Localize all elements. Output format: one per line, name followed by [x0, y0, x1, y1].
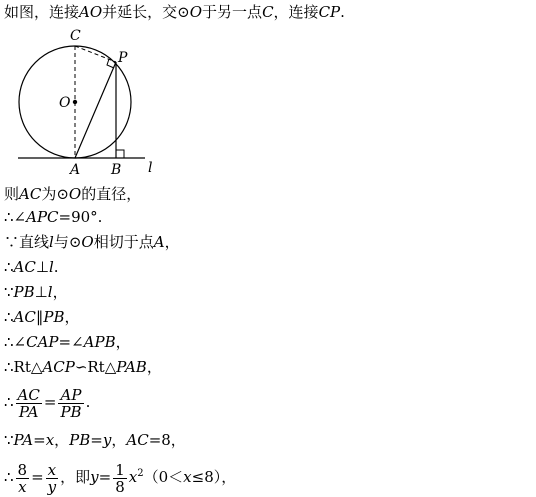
s10-h: y	[102, 431, 112, 449]
right-angle-b	[116, 150, 124, 158]
intro-line	[4, 2, 345, 22]
s9-num2: AP	[58, 387, 83, 404]
s2-a: ∴∠	[4, 208, 27, 226]
step-3	[4, 232, 180, 252]
segment-cp	[75, 46, 116, 62]
s8-b: ACP	[42, 358, 75, 376]
s1-c: 为⊙	[41, 185, 69, 203]
intro-seg-cp: CP	[318, 3, 341, 21]
step-1	[4, 184, 141, 204]
s11-c: y	[90, 468, 99, 486]
s7-c: =∠	[58, 333, 84, 351]
s10-e: ，	[54, 431, 70, 449]
s8-c: ∽Rt△	[74, 358, 117, 376]
label-o: O	[59, 95, 71, 111]
center-dot	[73, 100, 77, 104]
label-b: B	[111, 162, 122, 178]
step-11	[4, 454, 236, 497]
step-4	[4, 257, 59, 277]
s10-c: =	[33, 431, 46, 449]
fraction-8-x	[16, 462, 30, 495]
s11-e: x	[128, 468, 138, 486]
step-2	[4, 207, 102, 227]
label-a: A	[70, 162, 81, 178]
label-l: l	[148, 160, 153, 176]
s11-den2: y	[47, 477, 57, 496]
s8-a: ∴Rt△	[4, 358, 43, 376]
s8-d: PAB	[116, 358, 147, 376]
s10-f: PB	[69, 431, 91, 449]
s9-num1: AC	[17, 385, 40, 404]
s10-i: ，	[111, 431, 127, 449]
s2-c: =90°.	[58, 208, 103, 226]
s3-a: ∵直线	[4, 233, 50, 251]
s10-b: PA	[13, 431, 34, 449]
intro-text-2: 并延长，交⊙	[102, 3, 190, 21]
s6-d: PB	[43, 308, 65, 326]
intro-period: .	[340, 3, 345, 21]
s4-b: AC	[13, 258, 36, 276]
s10-g: =	[90, 431, 103, 449]
step-9	[4, 382, 90, 422]
s1-b: AC	[19, 185, 42, 203]
s2-b: APC	[26, 208, 59, 226]
s9-e: .	[85, 393, 91, 411]
s7-e: ，	[115, 333, 131, 351]
step-5	[4, 282, 68, 302]
s4-d: l	[48, 258, 54, 276]
s4-c: ⊥	[35, 258, 49, 276]
s9-eq: =	[43, 393, 57, 411]
s7-a: ∴∠	[4, 333, 27, 351]
s11-d: =	[98, 468, 112, 486]
s6-e: ，	[64, 308, 80, 326]
s9-a: ∴	[4, 393, 14, 411]
s3-b: l	[49, 233, 54, 251]
s11-g: x	[183, 468, 192, 486]
intro-point-c: C	[262, 3, 274, 21]
step-8	[4, 357, 162, 377]
s11-h: ≤8），	[191, 468, 237, 486]
s4-e: .	[53, 258, 59, 276]
s3-e: 相切于点	[93, 233, 154, 251]
fraction-1-8	[113, 462, 127, 495]
s5-c: ⊥	[34, 283, 48, 301]
step-10	[4, 430, 186, 450]
intro-seg-ao: AO	[79, 3, 103, 21]
intro-text-1: 如图，连接	[4, 3, 80, 21]
s5-b: PB	[13, 283, 35, 301]
s3-c: 与⊙	[53, 233, 82, 251]
intro-point-o: O	[189, 3, 203, 21]
s5-d: l	[47, 283, 53, 301]
s10-k: =8，	[148, 431, 186, 449]
s11-num1: 8	[17, 460, 28, 479]
s11-eq: =	[31, 468, 44, 486]
s11-den3: 8	[115, 477, 125, 496]
step-6	[4, 307, 80, 327]
s11-a: ∴	[4, 468, 14, 486]
s7-b: CAP	[26, 333, 59, 351]
geometry-figure	[10, 24, 160, 180]
s6-b: AC	[13, 308, 36, 326]
s11-den1: x	[18, 477, 27, 496]
fraction-ac-pa	[16, 387, 42, 420]
intro-text-4: ，连接	[273, 3, 319, 21]
s10-d: x	[45, 431, 55, 449]
s11-sup: 2	[137, 468, 144, 479]
s9-den2: PB	[60, 402, 82, 421]
s1-e: 的直径，	[81, 185, 142, 203]
s7-d: APB	[83, 333, 116, 351]
s8-e: ，	[146, 358, 162, 376]
s5-e: ，	[52, 283, 68, 301]
fraction-ap-pb	[58, 387, 83, 420]
label-p: P	[118, 50, 128, 66]
s6-a: ∴	[4, 308, 14, 326]
s1-a: 则	[4, 185, 20, 203]
s10-j: AC	[126, 431, 149, 449]
segment-ap	[75, 62, 116, 158]
s3-f: A	[153, 233, 165, 251]
s11-f: （0＜	[143, 468, 184, 486]
s6-c: ∥	[35, 308, 44, 326]
s3-d: O	[81, 233, 94, 251]
s11-num3: 1	[115, 460, 125, 479]
s9-den1: PA	[18, 402, 39, 421]
fraction-x-y	[46, 462, 58, 495]
step-7	[4, 332, 131, 352]
s10-a: ∵	[4, 431, 14, 449]
intro-text-3: 于另一点	[202, 3, 263, 21]
s11-b: ，即	[60, 468, 91, 486]
s4-a: ∴	[4, 258, 14, 276]
s11-num2: x	[46, 462, 58, 479]
s3-g: ，	[164, 233, 180, 251]
s5-a: ∵	[4, 283, 14, 301]
s1-d: O	[68, 185, 82, 203]
label-c: C	[70, 28, 81, 44]
